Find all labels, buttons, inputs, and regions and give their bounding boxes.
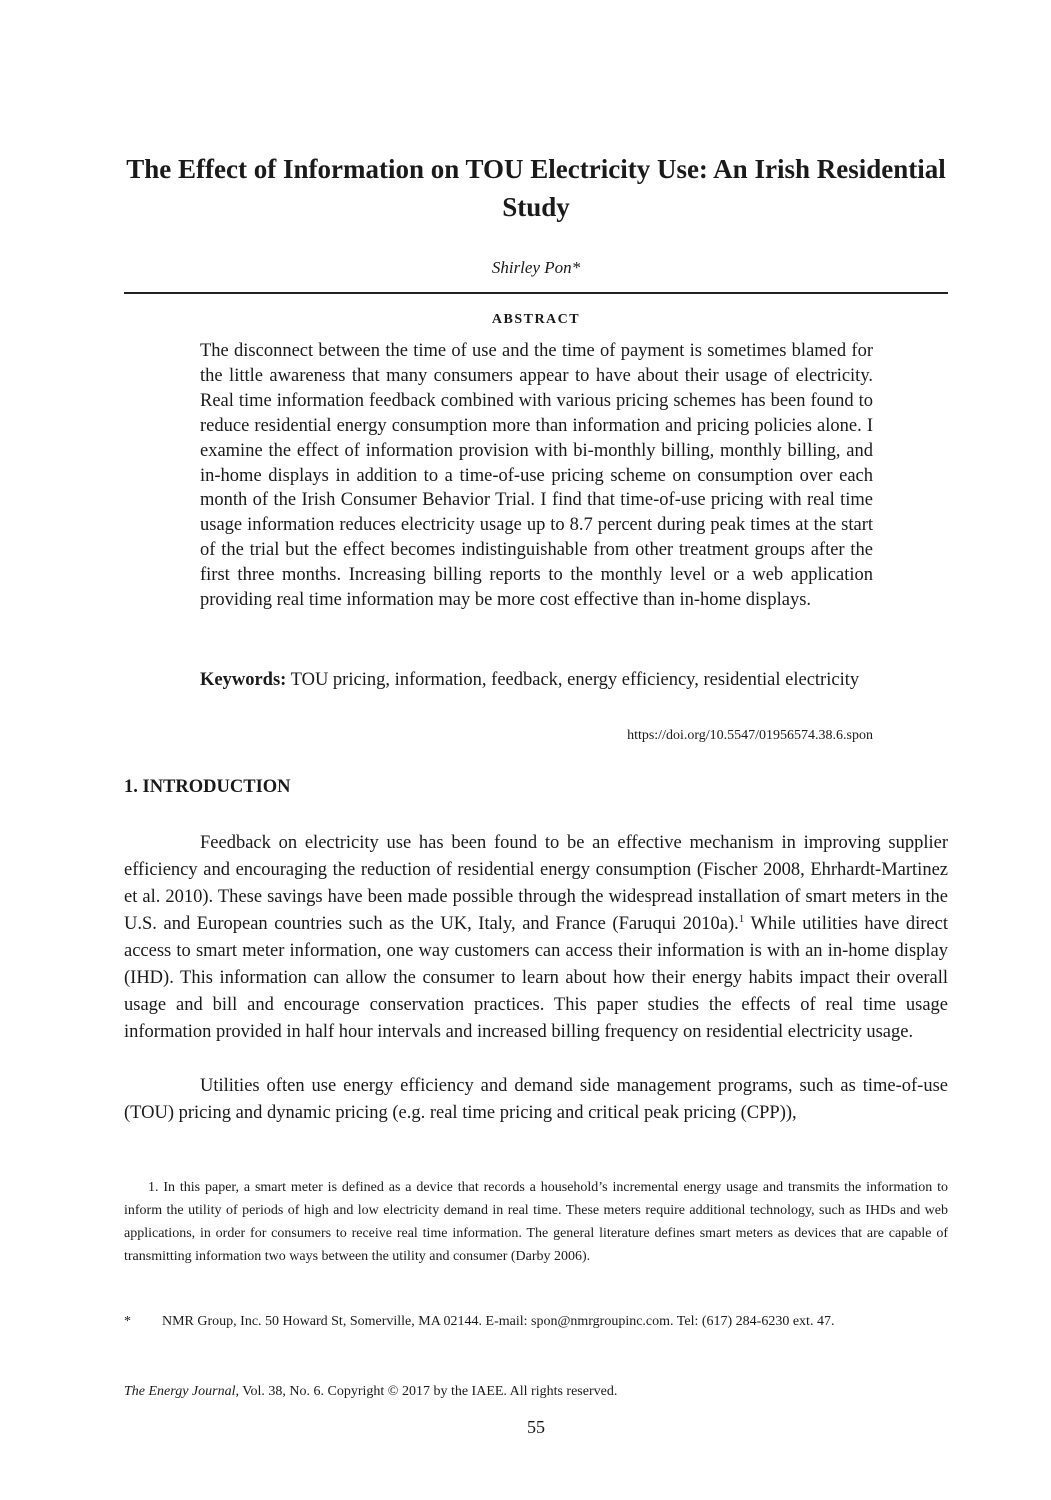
intro-paragraph-1-text-b: While utilities have direct access to smart meter information, one way customers can access their information is with an in-home display (IHD). This information can allow the consumer to learn about how their energy habits impact their overall usage and bill and encourage conservation practices. This paper studies the effects of real time usage information provided in half hour intervals and increased billing frequency on residential electricity usage. <box>124 914 948 1042</box>
doi-link[interactable]: https://doi.org/10.5547/01956574.38.6.spon <box>627 728 873 743</box>
journal-details: , Vol. 38, No. 6. Copyright © 2017 by the IAEE. All rights reserved. <box>235 1384 618 1399</box>
footnote-ref-1[interactable]: 1 <box>738 912 745 925</box>
intro-paragraph-2 <box>124 1073 948 1127</box>
journal-name: The Energy Journal <box>124 1384 236 1399</box>
intro-paragraph-2-text: Utilities often use energy efficiency and demand side management programs, such as time-of-use (TOU) pricing and dynamic pricing (e.g. real time pricing and critical peak pricing (CPP)), <box>124 1076 948 1123</box>
intro-paragraph-1 <box>124 830 948 1046</box>
page-number: 55 <box>527 1417 545 1437</box>
paper-title: The Effect of Information on TOU Electricity Use: An Irish Residential Study <box>126 154 946 222</box>
keywords-list: TOU pricing, information, feedback, energy efficiency, residential electricity <box>290 670 860 690</box>
author-name: Shirley Pon* <box>491 258 581 277</box>
keywords <box>200 668 873 693</box>
affiliation-mark: * <box>124 1314 131 1329</box>
abstract-text: The disconnect between the time of use and the time of payment is sometimes blamed for the little awareness that many consumers appear to have about their usage of electricity. Real time information feedback combined with various pricing schemes has been found to reduce residential energy consumption more than information and pricing policies alone. I examine the effect of information provision with bi-monthly billing, monthly billing, and in-home displays in addition to a time-of-use pricing scheme on consumption over each month of the Irish Consumer Behavior Trial. I find that time-of-use pricing with real time usage information reduces electricity usage up to 8.7 percent during peak times at the start of the trial but the effect becomes indistinguishable from other treatment groups after the first three months. Increasing billing reports to the monthly level or a web application providing real time information may be more cost effective than in-home displays. <box>200 341 873 611</box>
footnote-1 <box>124 1176 948 1268</box>
keywords-label: Keywords: <box>200 670 287 690</box>
abstract-heading: ABSTRACT <box>491 312 581 327</box>
header-rule <box>124 292 948 294</box>
affiliation-text: NMR Group, Inc. 50 Howard St, Somerville, MA 02144. E-mail: spon@nmrgroupinc.com. Tel: (617) 284-6230 ext. 47. <box>162 1314 835 1329</box>
journal-citation <box>124 1382 948 1402</box>
intro-paragraph-1-text-a: Feedback on electricity use has been found to be an effective mechanism in improving supplier efficiency and encouraging the reduction of residential energy consumption (Fischer 2008, Ehrhardt-Martinez et al. 2010). These savings have been made possible through the widespread installation of smart meters in the U.S. and European countries such as the UK, Italy, and France (Faruqui 2010a). <box>124 833 948 934</box>
section-heading-introduction: 1. INTRODUCTION <box>124 777 291 797</box>
footnote-1-text: 1. In this paper, a smart meter is defined as a device that records a household’s incremental energy usage and transmits the information to inform the utility of periods of high and low electricity demand in real time. These meters require additional technology, such as IHDs and web applications, in order for consumers to receive real time information. The general literature defines smart meters as devices that are capable of transmitting information two ways between the utility and consumer (Darby 2006). <box>124 1180 948 1264</box>
